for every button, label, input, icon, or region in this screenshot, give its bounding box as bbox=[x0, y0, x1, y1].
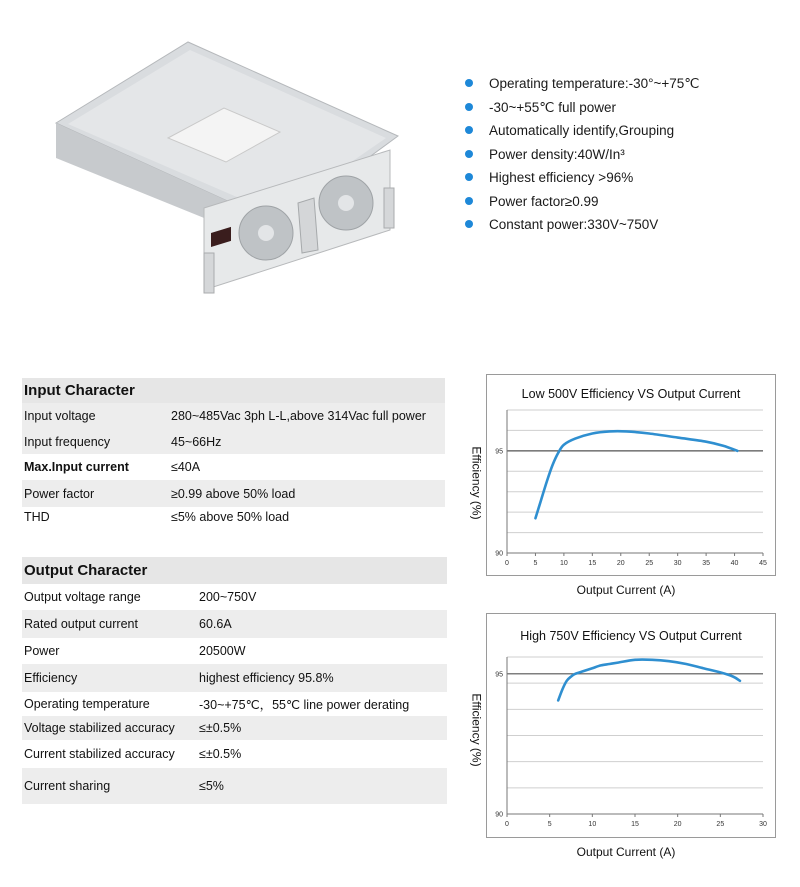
input-spec-value: 45~66Hz bbox=[171, 434, 222, 449]
feature-item bbox=[465, 166, 699, 190]
input-spec-value: ≤5% above 50% load bbox=[171, 510, 290, 524]
chart-low-500v-xlabel: Output Current (A) bbox=[576, 583, 676, 597]
input-spec-key: Power factor bbox=[24, 486, 95, 501]
x-tick-label: 30 bbox=[759, 821, 767, 828]
x-tick-label: 25 bbox=[716, 821, 725, 828]
input-spec-row bbox=[22, 454, 445, 480]
chart-high-750v-plot bbox=[487, 614, 775, 837]
feature-text: -30~+55℃ full power bbox=[489, 99, 616, 115]
output-spec-row bbox=[22, 584, 447, 610]
y-tick-label: 90 bbox=[495, 550, 503, 558]
input-spec-value: ≥0.99 above 50% load bbox=[171, 486, 296, 501]
output-spec-key: Rated output current bbox=[24, 617, 138, 631]
output-spec-key: Efficiency bbox=[24, 671, 78, 685]
x-tick-label: 15 bbox=[631, 821, 639, 828]
input-spec-key: Input voltage bbox=[24, 409, 96, 423]
input-character-title: Input Character bbox=[22, 378, 445, 403]
bullet-dot-icon bbox=[465, 79, 473, 87]
output-spec-value: -30~+75℃，55℃ line power derating bbox=[199, 698, 410, 712]
feature-text: Constant power:330V~750V bbox=[489, 217, 659, 232]
output-spec-key: Operating temperature bbox=[24, 697, 150, 711]
output-spec-value: ≤±0.5% bbox=[199, 747, 242, 761]
feature-text: Highest efficiency >96% bbox=[489, 170, 634, 185]
x-tick-label: 40 bbox=[730, 560, 739, 567]
efficiency-curve bbox=[558, 660, 740, 701]
input-spec-row bbox=[22, 480, 445, 507]
x-tick-label: 5 bbox=[547, 821, 552, 828]
input-spec-key: Input frequency bbox=[24, 434, 111, 449]
feature-item bbox=[465, 213, 699, 237]
y-tick-label: 90 bbox=[495, 811, 503, 819]
output-spec-value: ≤5% bbox=[199, 779, 224, 793]
output-spec-row bbox=[22, 692, 447, 716]
x-tick-label: 0 bbox=[505, 821, 509, 828]
x-tick-label: 30 bbox=[673, 560, 682, 567]
feature-text: Operating temperature:-30°~+75℃ bbox=[489, 76, 700, 91]
chart-low-500v-title: Low 500V Efficiency VS Output Current bbox=[521, 387, 741, 401]
output-spec-row bbox=[22, 740, 447, 768]
chart-high-750v-ylabel: Efficiency (%) bbox=[469, 693, 484, 767]
x-tick-label: 15 bbox=[588, 560, 597, 567]
efficiency-curve bbox=[535, 431, 737, 518]
input-spec-value: ≤40A bbox=[171, 460, 201, 474]
output-spec-row bbox=[22, 664, 447, 692]
chart-low-500v-plot bbox=[487, 375, 775, 575]
output-spec-value: highest efficiency 95.8% bbox=[199, 671, 334, 685]
chart-low-500v bbox=[486, 374, 776, 576]
feature-item bbox=[465, 96, 699, 120]
bullet-dot-icon bbox=[465, 126, 473, 134]
input-spec-value: 280~485Vac 3ph L-L,above 314Vac full power bbox=[171, 409, 426, 423]
x-tick-label: 20 bbox=[673, 821, 682, 828]
chart-high-750v-title: High 750V Efficiency VS Output Current bbox=[520, 629, 742, 643]
feature-text: Power factor≥0.99 bbox=[489, 193, 599, 209]
chart-high-750v bbox=[486, 613, 776, 838]
output-spec-row bbox=[22, 610, 447, 638]
x-tick-label: 35 bbox=[702, 560, 711, 567]
bullet-dot-icon bbox=[465, 173, 473, 181]
feature-item bbox=[465, 119, 699, 143]
bullet-dot-icon bbox=[465, 150, 473, 158]
x-tick-label: 10 bbox=[588, 821, 597, 828]
output-spec-key: Current sharing bbox=[24, 779, 111, 793]
output-character-title: Output Character bbox=[22, 557, 447, 584]
feature-item bbox=[465, 72, 699, 96]
feature-text: Power density:40W/In³ bbox=[489, 146, 625, 162]
output-spec-key: Current stabilized accuracy bbox=[24, 747, 175, 761]
chart-low-500v-ylabel: Efficiency (%) bbox=[469, 446, 484, 520]
bullet-dot-icon bbox=[465, 197, 473, 205]
bullet-dot-icon bbox=[465, 103, 473, 111]
feature-list bbox=[465, 72, 699, 237]
feature-item bbox=[465, 143, 699, 167]
output-spec-row bbox=[22, 638, 447, 664]
x-tick-label: 0 bbox=[505, 560, 509, 567]
bullet-dot-icon bbox=[465, 220, 473, 228]
y-tick-label: 95 bbox=[495, 448, 503, 456]
feature-item bbox=[465, 190, 699, 214]
output-spec-key: Power bbox=[24, 644, 60, 658]
feature-text: Automatically identify,Grouping bbox=[489, 123, 675, 138]
output-character-table bbox=[22, 557, 447, 804]
chart-high-750v-xlabel: Output Current (A) bbox=[576, 845, 676, 859]
output-spec-key: Output voltage range bbox=[24, 590, 141, 604]
input-spec-row bbox=[22, 403, 445, 429]
output-spec-value: 20500W bbox=[199, 644, 246, 658]
y-tick-label: 95 bbox=[495, 671, 503, 679]
output-spec-value: 200~750V bbox=[199, 590, 257, 604]
x-tick-label: 10 bbox=[559, 560, 568, 567]
power-supply-image bbox=[28, 28, 418, 298]
input-spec-key: THD bbox=[24, 510, 50, 524]
output-spec-value: 60.6A bbox=[199, 617, 232, 631]
output-spec-row bbox=[22, 768, 447, 804]
x-tick-label: 20 bbox=[616, 560, 625, 567]
output-spec-row bbox=[22, 716, 447, 740]
input-spec-row bbox=[22, 429, 445, 454]
x-tick-label: 25 bbox=[645, 560, 654, 567]
output-spec-value: ≤±0.5% bbox=[199, 721, 242, 735]
input-character-table bbox=[22, 378, 445, 527]
x-tick-label: 45 bbox=[759, 560, 767, 567]
x-tick-label: 5 bbox=[533, 560, 538, 567]
input-spec-row bbox=[22, 507, 445, 527]
input-spec-key: Max.Input current bbox=[24, 460, 129, 474]
output-spec-key: Voltage stabilized accuracy bbox=[24, 721, 175, 735]
